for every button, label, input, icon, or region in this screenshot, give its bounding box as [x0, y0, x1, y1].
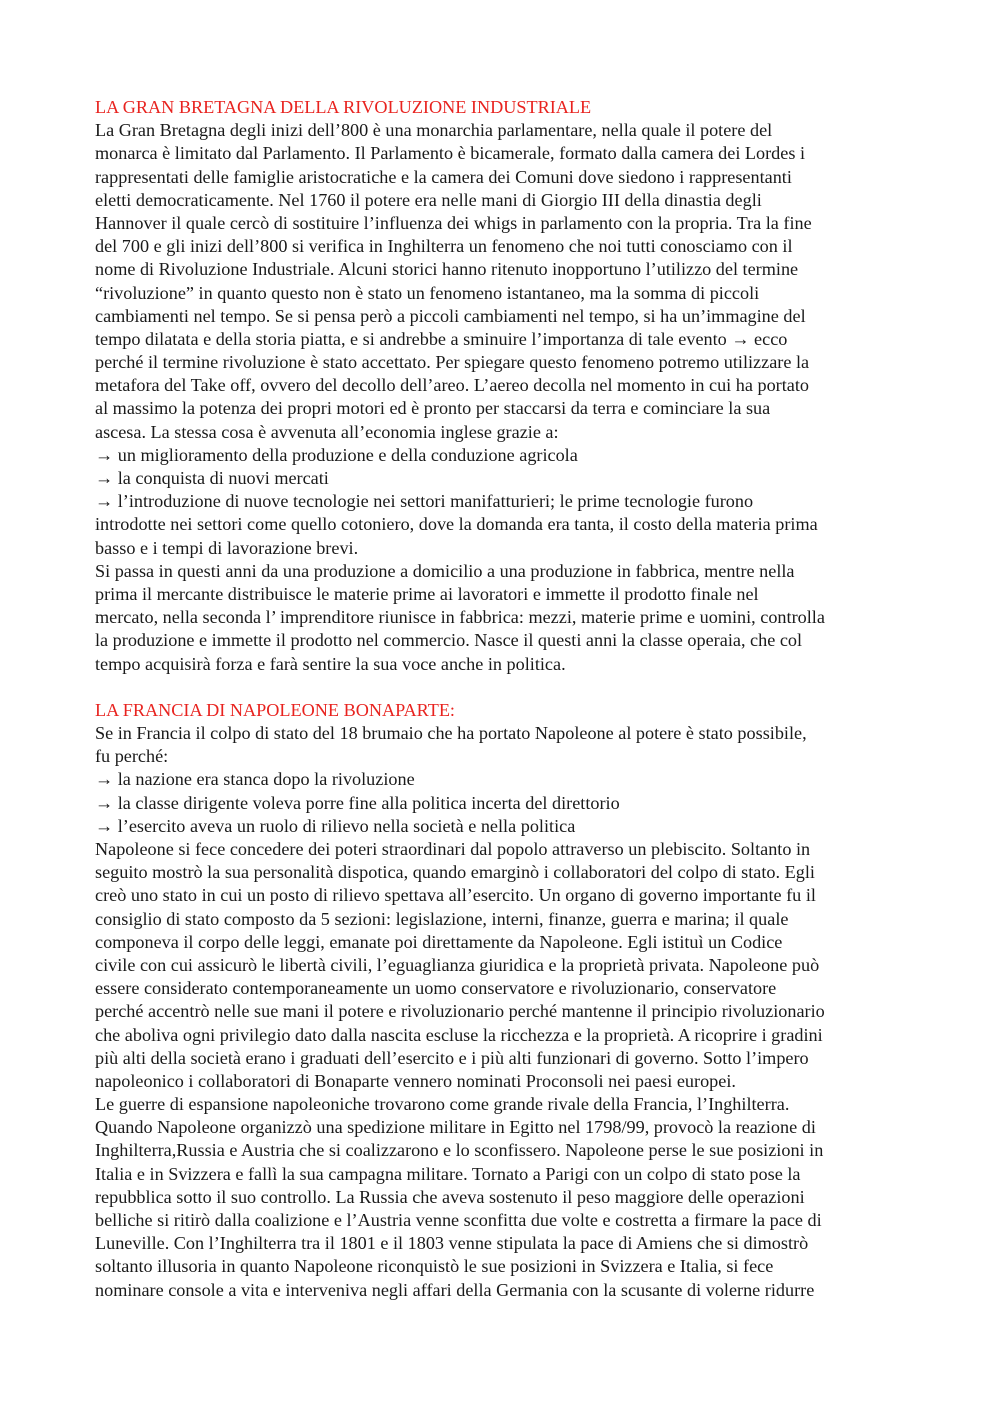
text-line: napoleonico i collaboratori di Bonaparte vennero nominati Proconsoli nei paesi europei.	[95, 1070, 736, 1091]
text-line: tempo dilatata e della storia piatta, e si andrebbe a sminuire l’importanza di tale evento → ecco	[95, 328, 788, 349]
text-line: “rivoluzione” in quanto questo non è stato un fenomeno istantaneo, ma la somma di piccoli	[95, 282, 760, 303]
text-line: belliche si ritirò dalla coalizione e l’Austria venne sconfitta due volte e costretta a firmare la pace di	[95, 1210, 822, 1230]
text-line: Si passa in questi anni da una produzione a domicilio a una produzione in fabbrica, mentre nella	[95, 560, 795, 581]
text-line: nome di Rivoluzione Industriale. Alcuni storici hanno ritenuto inopportuno l’utilizzo del termine	[95, 259, 799, 280]
text-line: prima il mercante distribuisce le materie prime ai lavoratori e immette il prodotto finale nel	[95, 583, 759, 604]
text-line: → la conquista di nuovi mercati	[95, 468, 329, 488]
text-line: componeva il corpo delle leggi, emanate poi direttamente da Napoleone. Egli istituì un Codice	[95, 931, 783, 952]
text-line: Inghilterra,Russia e Austria che si coalizzarono e lo sconfissero. Napoleone perse le sue posizioni in	[95, 1140, 824, 1161]
text-line: repubblica sotto il suo controllo. La Russia che aveva sostenuto il peso maggiore delle operazioni	[95, 1186, 805, 1207]
text-line: mercato, nella seconda l’ imprenditore riunisce in fabbrica: mezzi, materie prime e uomini, controlla	[95, 607, 825, 628]
text-line: → la nazione era stanca dopo la rivoluzione	[95, 769, 415, 790]
text-line: civile con cui assicurò le libertà civili, l’eguaglianza giuridica e la proprietà privata. Napoleone può	[95, 954, 820, 975]
text-line: → un miglioramento della produzione e della conduzione agricola	[95, 444, 578, 465]
text-line: al massimo la potenza dei propri motori ed è pronto per staccarsi da terra e cominciare la sua	[95, 398, 771, 419]
text-line: Quando Napoleone organizzò una spedizione militare in Egitto nel 1798/99, provocò la reazione di	[95, 1117, 816, 1138]
text-line: Le guerre di espansione napoleoniche trovarono come grande rivale della Francia, l’Inghilterra.	[95, 1094, 790, 1115]
text-line: basso e i tempi di lavorazione brevi.	[95, 537, 359, 558]
text-line: nominare console a vita e interveniva negli affari della Germania con la scusante di volerne ridurre	[95, 1279, 815, 1300]
section-gran-bretagna	[95, 96, 910, 676]
text-line: Hannover il quale cercò di sostituire l’influenza dei whigs in parlamento con la propria. Tra la fine	[95, 212, 812, 233]
paragraph-spacer	[95, 676, 910, 699]
text-line: che aboliva ogni privilegio dato dalla nascita escluse la ricchezza e la proprietà. A ricoprire i gradini	[95, 1024, 823, 1045]
text-line: → l’introduzione di nuove tecnologie nei settori manifatturieri; le prime tecnologie furono	[95, 491, 754, 512]
text-line: introdotte nei settori come quello cotoniero, dove la domanda era tanta, il costo della materia prima	[95, 514, 818, 535]
text-line: creò uno stato in cui un posto di rilievo spettava all’esercito. Un organo di governo importante fu il	[95, 885, 816, 906]
text-line: Italia e in Svizzera e fallì la sua campagna militare. Tornato a Parigi con un colpo di stato pose la	[95, 1163, 801, 1184]
text-line: soltanto illusoria in quanto Napoleone riconquistò le sue posizioni in Svizzera e Italia, si fece	[95, 1256, 774, 1277]
text-line: Luneville. Con l’Inghilterra tra il 1801 e il 1803 venne stipulata la pace di Amiens che si dimostrò	[95, 1233, 809, 1254]
text-line: perché il termine rivoluzione è stato accettato. Per spiegare questo fenomeno potremo utilizzare la	[95, 352, 810, 373]
text-line: metafora del Take off, ovvero del decollo dell’areo. L’aereo decolla nel momento in cui ha portato	[95, 375, 809, 396]
text-line: La Gran Bretagna degli inizi dell’800 è una monarchia parlamentare, nella quale il potere del	[95, 120, 773, 141]
section-heading: LA GRAN BRETAGNA DELLA RIVOLUZIONE INDUSTRIALE	[95, 97, 592, 117]
text-line: essere considerato contemporaneamente un uomo conservatore e rivoluzionario, conservatore	[95, 978, 777, 999]
text-line: più alti della società erano i graduati dell’esercito e i più alti funzionari di governo. Sotto l’impero	[95, 1047, 809, 1068]
text-line: la produzione e immette il prodotto nel commercio. Nasce il questi anni la classe operaia, che col	[95, 630, 803, 651]
text-line: rappresentati delle famiglie aristocratiche e la camera dei Comuni dove siedono i rappresentanti	[95, 166, 792, 187]
text-line: cambiamenti nel tempo. Se si pensa però a piccoli cambiamenti nel tempo, si ha un’immagine del	[95, 305, 806, 326]
text-line: Se in Francia il colpo di stato del 18 brumaio che ha portato Napoleone al potere è stato possibile,	[95, 723, 807, 744]
text-line: fu perché:	[95, 746, 169, 767]
text-line: → la classe dirigente voleva porre fine alla politica incerta del direttorio	[95, 792, 620, 813]
text-line: ascesa. La stessa cosa è avvenuta all’economia inglese grazie a:	[95, 421, 559, 442]
text-line: perché accentrò nelle sue mani il potere e rivoluzionario perché mantenne il principio rivoluzionario	[95, 1001, 825, 1022]
text-line: seguito mostrò la sua personalità dispotica, quando emarginò i collaboratori del colpo di stato. Egli	[95, 862, 815, 883]
section-francia	[95, 699, 910, 1302]
text-line: tempo acquisirà forza e farà sentire la sua voce anche in politica.	[95, 653, 566, 674]
text-line: eletti democraticamente. Nel 1760 il potere era nelle mani di Giorgio III della dinastia degli	[95, 189, 762, 210]
text-line: monarca è limitato dal Parlamento. Il Parlamento è bicamerale, formato dalla camera dei Lordes i	[95, 143, 806, 164]
section-heading: LA FRANCIA DI NAPOLEONE BONAPARTE:	[95, 699, 455, 720]
text-line: del 700 e gli inizi dell’800 si verifica in Inghilterra un fenomeno che noi tutti conosciamo con il	[95, 236, 793, 257]
text-line: consiglio di stato composto da 5 sezioni: legislazione, interni, finanze, guerra e marina; il quale	[95, 908, 789, 929]
text-line: → l’esercito aveva un ruolo di rilievo nella società e nella politica	[95, 815, 576, 836]
text-line: Napoleone si fece concedere dei poteri straordinari dal popolo attraverso un plebiscito. Soltanto in	[95, 839, 811, 859]
